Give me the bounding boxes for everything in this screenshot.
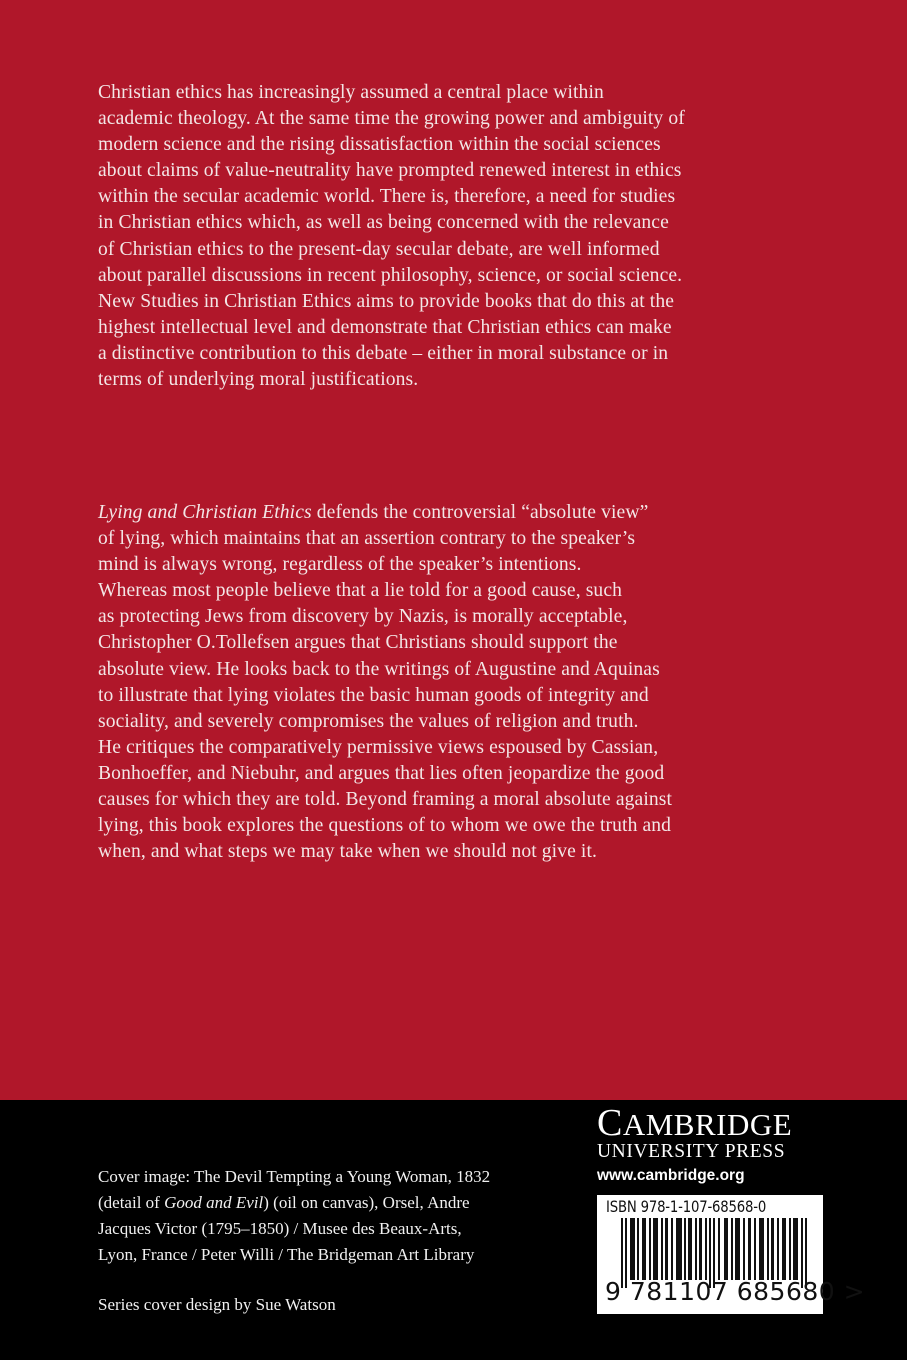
isbn-label: ISBN 978-1-107-68568-0	[606, 1197, 767, 1216]
artwork-title: Good and Evil	[164, 1193, 264, 1212]
text-line: Bonhoeffer, and Niebuhr, and argues that lies often jeopardize the good	[98, 762, 665, 784]
text-line: New Studies in Christian Ethics aims to provide books that do this at the	[98, 290, 675, 312]
text-line: a distinctive contribution to this debate – either in moral substance or in	[98, 342, 669, 364]
barcode-number: 9 781107 685680 >	[605, 1277, 866, 1306]
text-line: academic theology. At the same time the growing power and ambiguity of	[98, 108, 685, 130]
text-line: about parallel discussions in recent philosophy, science, or social science.	[98, 264, 683, 286]
text-line: Jacques Victor (1795–1850) / Musee des Beaux-Arts,	[98, 1219, 462, 1238]
text-line	[98, 500, 738, 526]
series-design-credit: Series cover design by Sue Watson	[98, 1295, 336, 1314]
cover-image-credit	[98, 1164, 558, 1268]
text-line	[98, 1190, 558, 1216]
text-line: to illustrate that lying violates the basic human goods of integrity and	[98, 684, 649, 706]
text-line: highest intellectual level and demonstrate that Christian ethics can make	[98, 316, 672, 338]
text-line: He critiques the comparatively permissive views espoused by Cassian,	[98, 736, 659, 758]
publisher-subtitle: UNIVERSITY PRESS	[597, 1141, 786, 1162]
text-line: modern science and the rising dissatisfaction within the social sciences	[98, 134, 661, 156]
book-description	[98, 500, 738, 865]
book-title: Lying and Christian Ethics	[98, 502, 312, 523]
text-line: in Christian ethics which, as well as being concerned with the relevance	[98, 212, 669, 234]
text-line: when, and what steps we may take when we should not give it.	[98, 841, 598, 863]
publisher-url: www.cambridge.org	[597, 1167, 745, 1184]
text-line: terms of underlying moral justifications.	[98, 369, 419, 391]
text-fragment: (detail of	[98, 1193, 165, 1212]
name-rest: AMBRIDGE	[622, 1107, 793, 1142]
text-line: causes for which they are told. Beyond framing a moral absolute against	[98, 789, 673, 811]
text-line: of lying, which maintains that an assertion contrary to the speaker’s	[98, 528, 636, 550]
text-line: absolute view. He looks back to the writings of Augustine and Aquinas	[98, 658, 660, 680]
text-line: within the secular academic world. There is, therefore, a need for studies	[98, 186, 676, 208]
text-line: of Christian ethics to the present-day secular debate, are well informed	[98, 238, 660, 260]
text-fragment: defends the controversial “absolute view”	[311, 502, 649, 523]
text-line: sociality, and severely compromises the values of religion and truth.	[98, 710, 639, 732]
text-line: Whereas most people believe that a lie told for a good cause, such	[98, 580, 623, 602]
text-line: as protecting Jews from discovery by Nazis, is morally acceptable,	[98, 606, 628, 628]
text-line: Lyon, France / Peter Willi / The Bridgeman Art Library	[98, 1245, 475, 1264]
isbn-barcode	[597, 1195, 866, 1314]
publisher-logo	[597, 1102, 827, 1185]
name-initial: C	[597, 1102, 623, 1144]
publisher-name	[597, 1102, 827, 1144]
text-line: Cover image: The Devil Tempting a Young Woman, 1832	[98, 1167, 491, 1186]
text-line: lying, this book explores the questions of to whom we owe the truth and	[98, 815, 672, 837]
text-line: mind is always wrong, regardless of the speaker’s intentions.	[98, 554, 582, 576]
text-line: about claims of value-neutrality have prompted renewed interest in ethics	[98, 160, 682, 182]
text-line: Christopher O.Tollefsen argues that Christians should support the	[98, 632, 618, 654]
series-description	[98, 80, 738, 393]
text-line: Christian ethics has increasingly assumed a central place within	[98, 82, 604, 103]
text-fragment: ) (oil on canvas), Orsel, Andre	[263, 1193, 470, 1212]
